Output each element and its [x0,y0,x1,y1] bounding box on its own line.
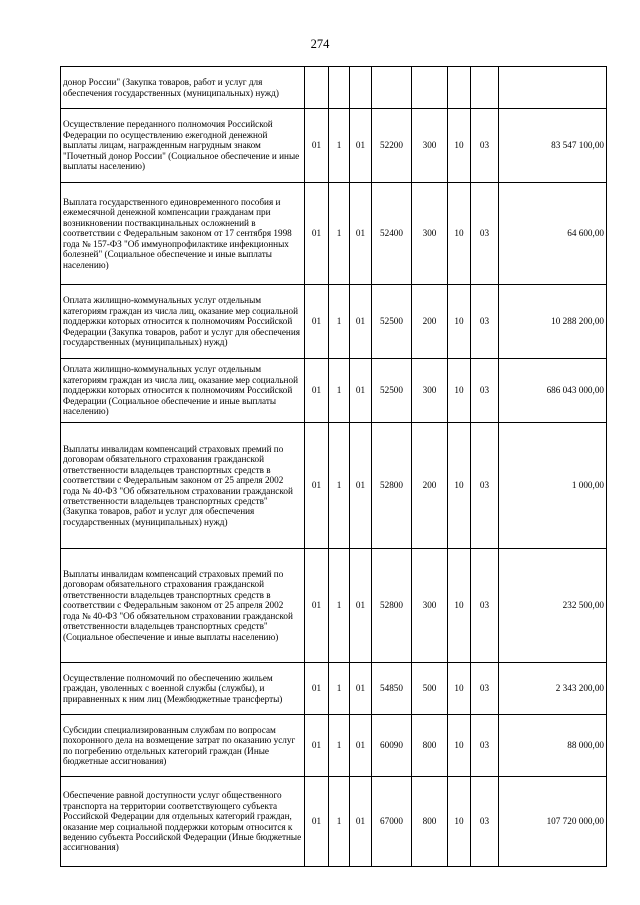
table-row [61,777,607,867]
cell-section: 10 [448,423,471,549]
cell-expense-type: 300 [412,359,448,423]
cell-amount [499,67,607,109]
cell-code-1: 01 [305,109,329,183]
cell-code-2: 1 [329,423,350,549]
cell-code-4: 52800 [372,549,412,663]
cell-section: 10 [448,109,471,183]
budget-table [60,66,607,867]
cell-expense-type: 300 [412,183,448,285]
cell-code-1: 01 [305,183,329,285]
cell-subsection: 03 [471,777,499,867]
cell-section: 10 [448,285,471,359]
row-name: Выплата государственного единовременного пособия и ежемесячной денежной компенсации гражданам при возникновении поствакцинальных осложнений в соответствии с Федеральным законом от 17 сентября 1998 года № 157-ФЗ "Об иммунопрофилактике инфекционных болезней" (Социальное обеспечение и иные выплаты населению) [61,183,305,285]
cell-subsection: 03 [471,549,499,663]
cell-expense-type: 300 [412,109,448,183]
cell-code-2: 1 [329,777,350,867]
cell-code-2: 1 [329,715,350,777]
row-name: Выплаты инвалидам компенсаций страховых премий по договорам обязательного страхования гражданской ответственности владельцев транспортных средств в соответствии с Федеральным законом от 25 апреля 2002 года № 40-ФЗ "Об обязательном страховании гражданской ответственности владельцев транспортных средств" (Закупка товаров, работ и услуг для обеспечения государственных (муниципальных) нужд) [61,423,305,549]
cell-code-1: 01 [305,715,329,777]
cell-code-1: 01 [305,549,329,663]
cell-code-3: 01 [350,183,372,285]
cell-section [448,67,471,109]
cell-expense-type: 200 [412,285,448,359]
row-name: донор России" (Закупка товаров, работ и услуг для обеспечения государственных (муниципальных) нужд) [61,67,305,109]
cell-subsection: 03 [471,423,499,549]
cell-section: 10 [448,549,471,663]
cell-code-2: 1 [329,183,350,285]
cell-expense-type: 800 [412,715,448,777]
cell-amount: 686 043 000,00 [499,359,607,423]
row-name: Субсидии специализированным службам по вопросам похоронного дела на возмещение затрат по оказанию услуг по погребению отдельных категорий граждан (Иные бюджетные ассигнования) [61,715,305,777]
table-row [61,285,607,359]
cell-section: 10 [448,183,471,285]
cell-code-1: 01 [305,359,329,423]
cell-amount: 10 288 200,00 [499,285,607,359]
table-row [61,109,607,183]
cell-code-3: 01 [350,663,372,715]
cell-code-3: 01 [350,715,372,777]
cell-expense-type [412,67,448,109]
cell-amount: 232 500,00 [499,549,607,663]
cell-amount: 88 000,00 [499,715,607,777]
cell-code-3: 01 [350,359,372,423]
cell-code-2: 1 [329,359,350,423]
cell-code-2: 1 [329,109,350,183]
cell-amount: 1 000,00 [499,423,607,549]
row-name: Осуществление переданного полномочия Российской Федерации по осуществлению ежегодной денежной выплаты лицам, награжденным нагрудным знаком "Почетный донор России" (Социальное обеспечение и иные выплаты населению) [61,109,305,183]
row-name: Осуществление полномочий по обеспечению жильем граждан, уволенных с военной службы (службы), и приравненных к ним лиц (Межбюджетные трансферты) [61,663,305,715]
table-row [61,183,607,285]
cell-code-1: 01 [305,663,329,715]
cell-amount: 107 720 000,00 [499,777,607,867]
cell-code-3: 01 [350,423,372,549]
cell-code-2: 1 [329,285,350,359]
cell-expense-type: 500 [412,663,448,715]
table-row [61,715,607,777]
cell-section: 10 [448,777,471,867]
cell-code-4: 60090 [372,715,412,777]
cell-code-2 [329,67,350,109]
cell-expense-type: 300 [412,549,448,663]
table-row [61,67,607,109]
cell-code-4: 52500 [372,285,412,359]
cell-code-4: 52500 [372,359,412,423]
row-name: Обеспечение равной доступности услуг общественного транспорта на территории соответствующего субъекта Российской Федерации для отдельных категорий граждан, оказание мер социальной поддержки которым относится к ведению субъекта Российской Федерации (Иные бюджетные ассигнования) [61,777,305,867]
cell-code-4: 54850 [372,663,412,715]
table-row [61,359,607,423]
cell-code-4: 52200 [372,109,412,183]
cell-subsection: 03 [471,359,499,423]
row-name: Оплата жилищно-коммунальных услуг отдельным категориям граждан из числа лиц, оказание мер социальной поддержки которых относится к полномочиям Российской Федерации (Социальное обеспечение и иные выплаты населению) [61,359,305,423]
page-number: 274 [310,37,330,51]
cell-expense-type: 200 [412,423,448,549]
cell-section: 10 [448,359,471,423]
table-row [61,663,607,715]
cell-subsection: 03 [471,183,499,285]
cell-code-3: 01 [350,777,372,867]
table-row [61,549,607,663]
cell-code-2: 1 [329,549,350,663]
cell-subsection: 03 [471,285,499,359]
cell-code-4 [372,67,412,109]
cell-code-2: 1 [329,663,350,715]
cell-amount: 64 600,00 [499,183,607,285]
cell-subsection [471,67,499,109]
cell-subsection: 03 [471,109,499,183]
cell-subsection: 03 [471,715,499,777]
cell-amount: 83 547 100,00 [499,109,607,183]
cell-subsection: 03 [471,663,499,715]
cell-amount: 2 343 200,00 [499,663,607,715]
cell-code-4: 67000 [372,777,412,867]
cell-code-3 [350,67,372,109]
cell-section: 10 [448,663,471,715]
cell-code-1: 01 [305,777,329,867]
cell-code-1: 01 [305,423,329,549]
cell-code-4: 52400 [372,183,412,285]
cell-code-3: 01 [350,549,372,663]
cell-code-3: 01 [350,285,372,359]
cell-section: 10 [448,715,471,777]
cell-code-1: 01 [305,285,329,359]
table-row [61,423,607,549]
table-body [61,67,607,867]
row-name: Выплаты инвалидам компенсаций страховых премий по договорам обязательного страхования гражданской ответственности владельцев транспортных средств в соответствии с Федеральным законом от 25 апреля 2002 года № 40-ФЗ "Об обязательном страховании гражданской ответственности владельцев транспортных средств" (Социальное обеспечение и иные выплаты населению) [61,549,305,663]
cell-expense-type: 800 [412,777,448,867]
cell-code-3: 01 [350,109,372,183]
cell-code-1 [305,67,329,109]
cell-code-4: 52800 [372,423,412,549]
row-name: Оплата жилищно-коммунальных услуг отдельным категориям граждан из числа лиц, оказание мер социальной поддержки которых относится к полномочиям Российской Федерации (Закупка товаров, работ и услуг для обеспечения государственных (муниципальных) нужд) [61,285,305,359]
